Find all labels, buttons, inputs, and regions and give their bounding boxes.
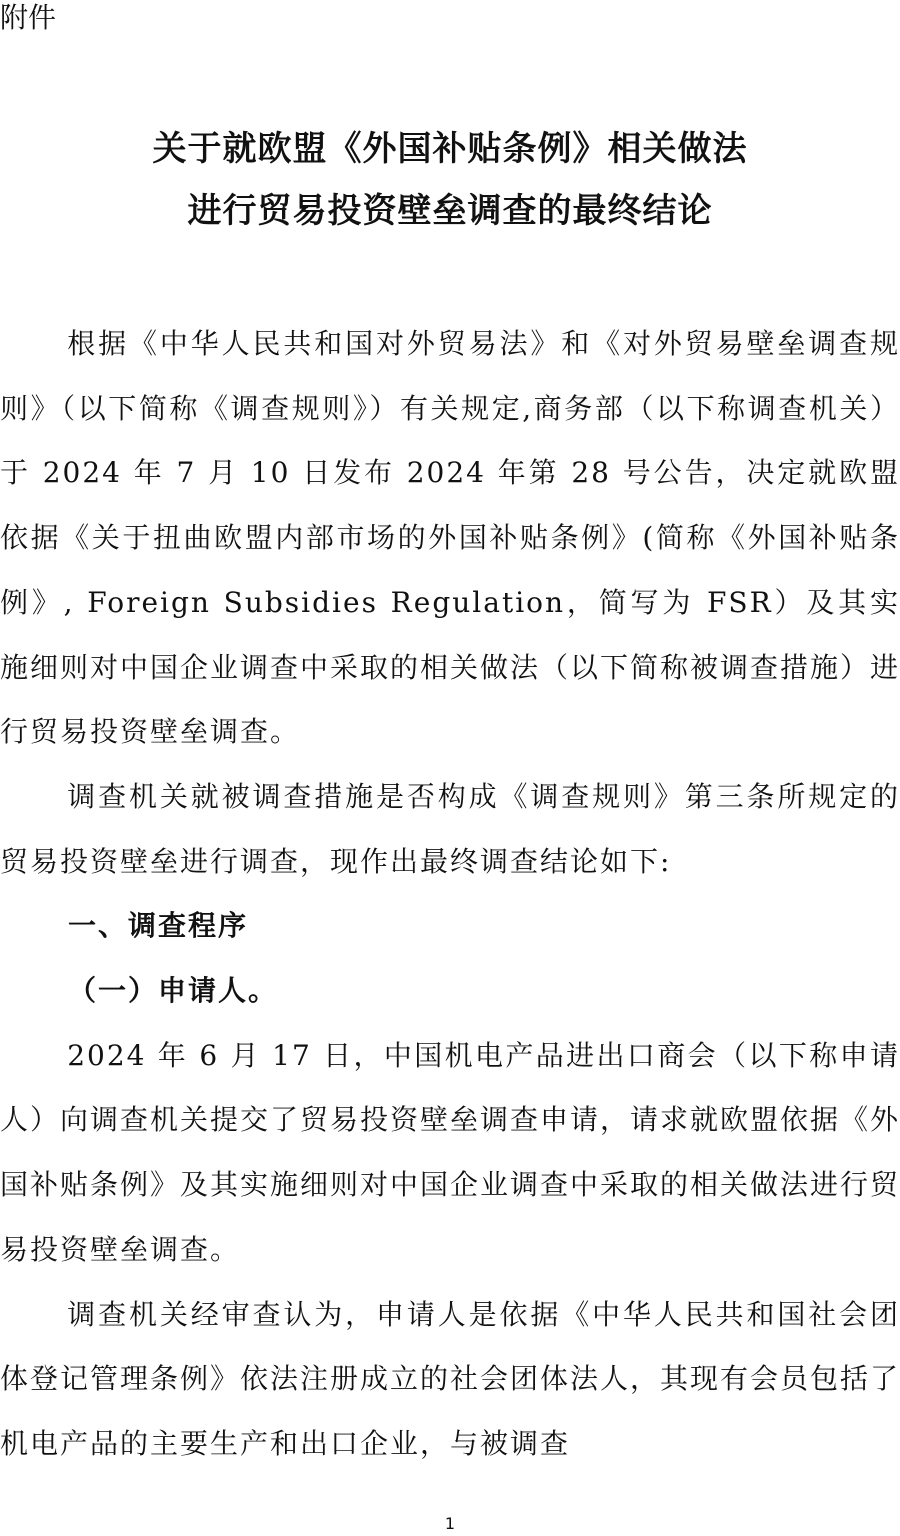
intro-paragraph: 根据《中华人民共和国对外贸易法》和《对外贸易壁垒调查规则》（以下简称《调查规则》）有关规定,商务部（以下称调查机关）于 2024 年 7 月 10 日发布 2024 年第 28 号公告，决定就欧盟依据《关于扭曲欧盟内部市场的外国补贴条例》(简称《外国补贴条例》, Foreign Subsidies Regulation，简写为 FSR）及其实施细则对中国企业调查中采取的相关做法（以下简称被调查措施）进行贸易投资壁垒调查。 [0,327,900,749]
section-heading: 一、调查程序 [68,909,249,943]
page-number: 1 [444,1514,456,1533]
title-line-2: 进行贸易投资壁垒调查的最终结论 [187,191,713,231]
subsection-heading: （一）申请人。 [68,974,279,1008]
attachment-label: 附件 [0,1,57,34]
document-title [0,118,900,242]
section-paragraph: 调查机关经审查认为，申请人是依据《中华人民共和国社会团体登记管理条例》依法注册成立的社会团体法人，其现有会员包括了机电产品的主要生产和出口企业，与被调查 [0,1297,900,1460]
document-body [0,312,900,1477]
intro-paragraph: 调查机关就被调查措施是否构成《调查规则》第三条所规定的贸易投资壁垒进行调查，现作出最终调查结论如下: [0,779,900,878]
title-line-1: 关于就欧盟《外国补贴条例》相关做法 [152,129,748,169]
section-paragraph: 2024 年 6 月 17 日，中国机电产品进出口商会（以下称申请人）向调查机关提交了贸易投资壁垒调查申请，请求就欧盟依据《外国补贴条例》及其实施细则对中国企业调查中采取的相关做法进行贸易投资壁垒调查。 [0,1038,900,1266]
